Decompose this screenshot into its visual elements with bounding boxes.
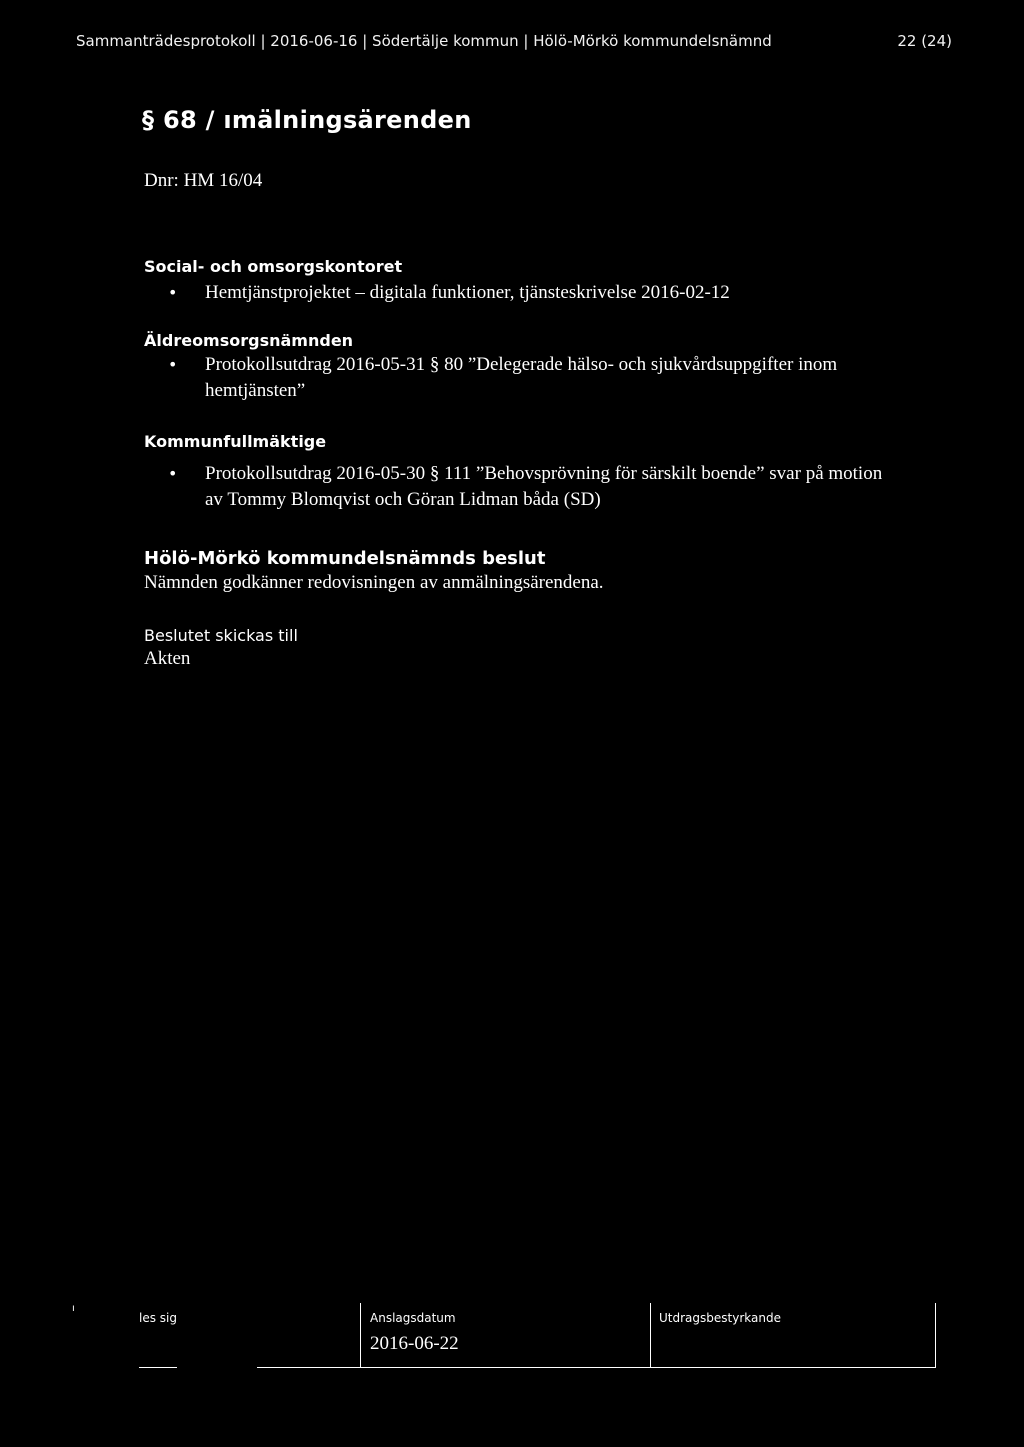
section-kommunfullmaktige xyxy=(144,432,904,513)
footer-signature-label: les sig xyxy=(139,1311,177,1325)
footer-rule xyxy=(139,1367,177,1368)
footer-certification-label: Utdragsbestyrkande xyxy=(659,1311,781,1325)
footer-mark: ı xyxy=(72,1303,75,1314)
section-heading: Kommunfullmäktige xyxy=(144,432,327,451)
item-list xyxy=(144,461,889,513)
signature-footer xyxy=(0,1303,1024,1383)
decision-text: Nämnden godkänner redovisningen av anmälningsärendena. xyxy=(144,572,604,593)
item-list xyxy=(144,352,904,404)
section-heading: Social- och omsorgskontoret xyxy=(144,257,403,276)
list-item: • Hemtjänstprojektet – digitala funktioner, tjänsteskrivelse 2016-02-12 xyxy=(144,280,904,306)
footer-posting-date: 2016-06-22 xyxy=(370,1333,459,1354)
footer-divider xyxy=(935,1303,936,1367)
section-aldreomsorg xyxy=(144,331,904,404)
recipient: Akten xyxy=(144,648,191,669)
recipients-label: Beslutet skickas till xyxy=(144,626,298,645)
header-meta: Sammanträdesprotokoll | 2016-06-16 | Södertälje kommun | Hölö-Mörkö kommundelsnämnd xyxy=(76,32,772,50)
page-number: 22 (24) xyxy=(897,32,952,50)
list-item: • Protokollsutdrag 2016-05-31 § 80 ”Delegerade hälso- och sjukvårdsuppgifter inom hemtjänsten” xyxy=(144,352,904,404)
section-title: § 68 / ımälningsärenden xyxy=(142,106,472,134)
footer-rule xyxy=(257,1367,936,1368)
case-number: Dnr: HM 16/04 xyxy=(144,170,263,191)
footer-divider xyxy=(360,1303,361,1367)
page-header xyxy=(76,32,952,50)
decision-heading: Hölö-Mörkö kommundelsnämnds beslut xyxy=(144,548,546,569)
list-item: • Protokollsutdrag 2016-05-30 § 111 ”Behovsprövning för särskilt boende” svar på motion av Tommy Blomqvist och Göran Lidman båda (SD) xyxy=(144,461,889,513)
item-list xyxy=(144,280,904,306)
footer-divider xyxy=(650,1303,651,1367)
section-social xyxy=(144,257,904,306)
section-heading: Äldreomsorgsnämnden xyxy=(144,331,354,350)
footer-posting-date-label: Anslagsdatum xyxy=(370,1311,456,1325)
